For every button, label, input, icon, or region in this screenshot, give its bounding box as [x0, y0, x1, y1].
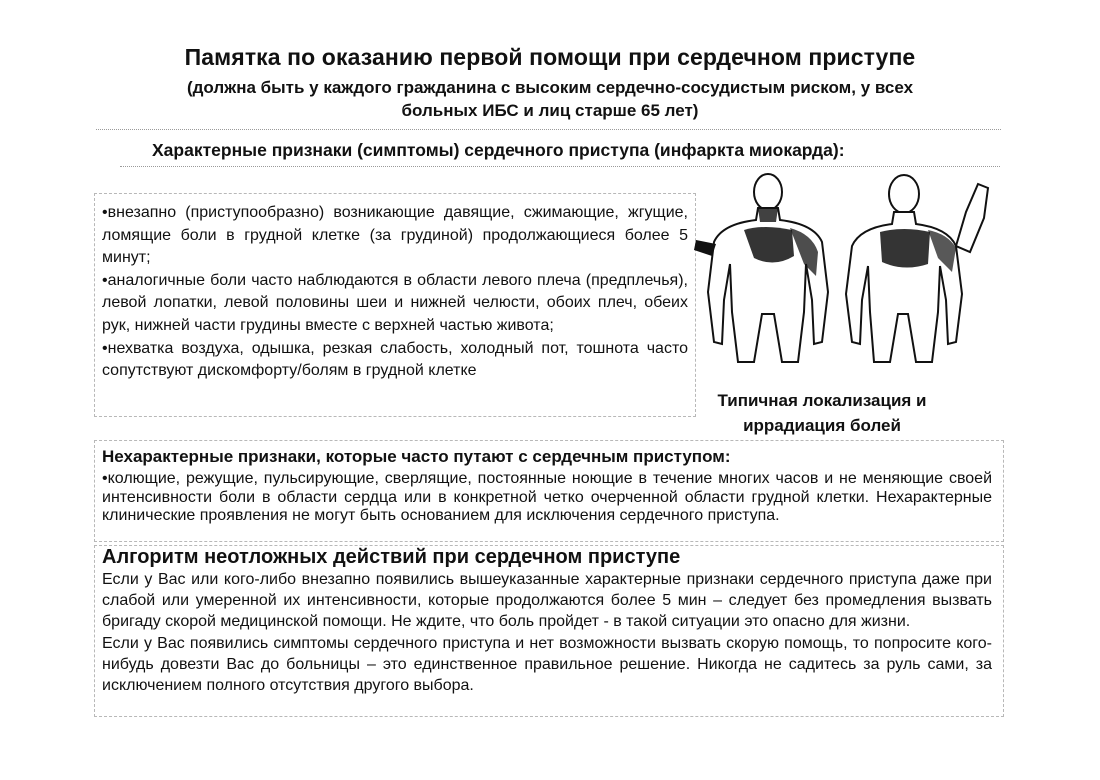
atypical-signs-text: •колющие, режущие, пульсирующие, сверлящие, постоянные ноющие в течение многих часов и не меняющие своей интенсивности боли в области сердца или в конкретной четко очерченной области грудной клетки. Нехарактерные клинические проявления не могут быть основанием для исключения сердечного приступа.: [102, 470, 992, 524]
symptom-item: •нехватка воздуха, одышка, резкая слабость, холодный пот, тошнота часто сопутствуют дискомфорту/болям в грудной клетке: [102, 339, 688, 380]
atypical-signs-heading: Нехарактерные признаки, которые часто путают с сердечным приступом:: [102, 447, 731, 466]
typical-symptoms-list: [102, 202, 688, 383]
page-subtitle: (должна быть у каждого гражданина с высоким сердечно-сосудистым риском, у всех больных ИБС и лиц старше 65 лет): [186, 78, 914, 120]
scan-noise-line: [120, 166, 1000, 167]
figure-caption: Типичная локализация и иррадиация болей: [717, 391, 927, 435]
algorithm-heading: Алгоритм неотложных действий при сердечном приступе: [102, 546, 681, 568]
algorithm-paragraph: Если у Вас появились симптомы сердечного приступа и нет возможности вызвать скорую помощь, то попросите кого-нибудь довезти Вас до больницы – это единственное правильное решение. Никогда не садитесь за руль сами, за исключением полного отсутствия другого выбора.: [102, 634, 992, 695]
pain-localization-illustration: [694, 172, 994, 368]
back-body-figure: [846, 175, 988, 362]
symptom-item: •аналогичные боли часто наблюдаются в области левого плеча (предплечья), левой лопатки, левой половины шеи и нижней челюсти, обоих плеч, обеих рук, нижней части грудины вместе с верхней частью живота;: [102, 271, 688, 334]
symptom-item: •внезапно (приступообразно) возникающие давящие, сжимающие, жгущие, ломящие боли в грудной клетке (за грудиной) продолжающиеся более 5 минут;: [102, 204, 688, 267]
page-title: Памятка по оказанию первой помощи при сердечном приступе: [184, 44, 916, 70]
algorithm-paragraph: Если у Вас или кого-либо внезапно появились вышеуказанные характерные признаки сердечного приступа даже при слабой или умеренной их интенсивности, которые продолжаются более 5 мин – следует без промедления вызвать бригаду скорой медицинской помощи. Не ждите, что боль пройдет - в такой ситуации это опасно для жизни.: [102, 571, 992, 631]
scan-noise-line: [96, 129, 1001, 130]
algorithm-text: [102, 569, 992, 696]
typical-symptoms-heading: Характерные признаки (симптомы) сердечного приступа (инфаркта миокарда):: [152, 140, 845, 160]
